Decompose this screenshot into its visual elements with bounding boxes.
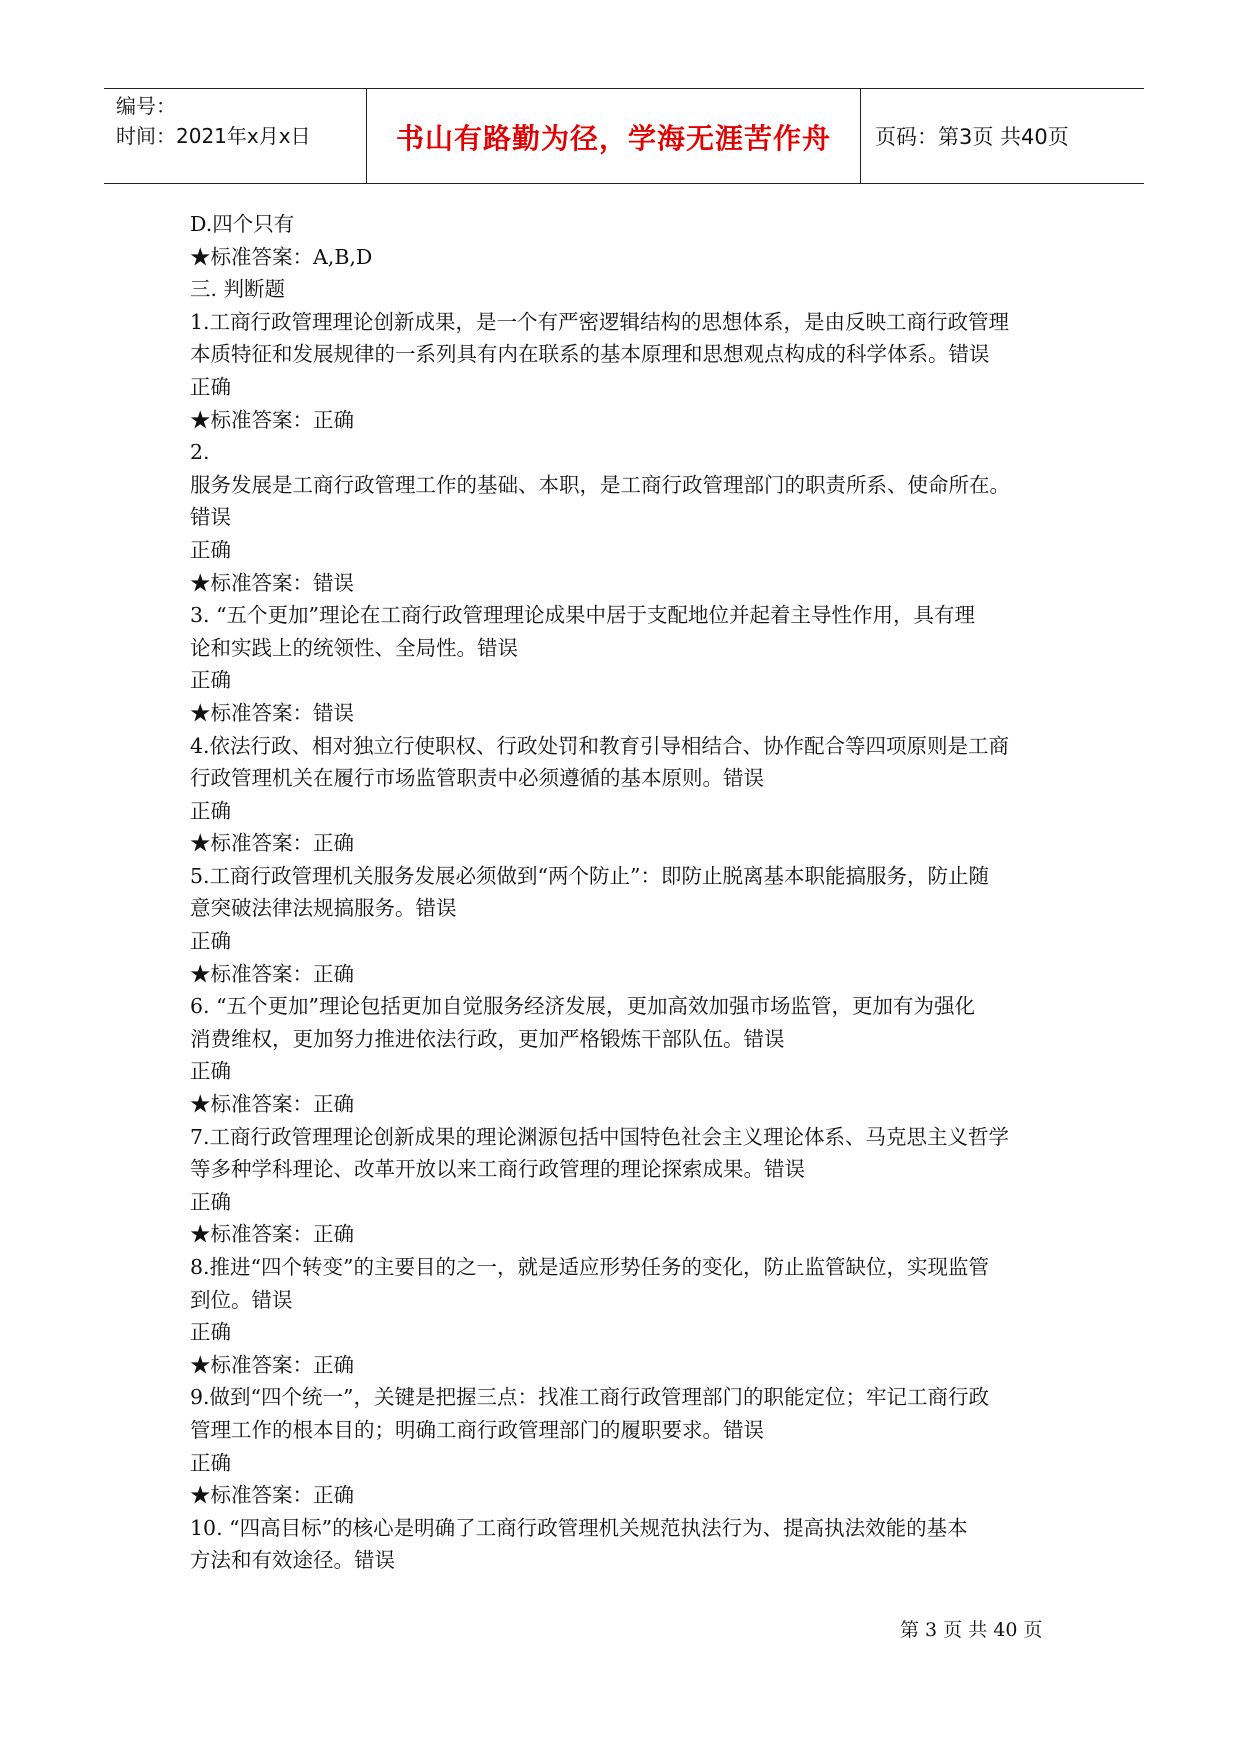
text-line: 错误 bbox=[190, 505, 231, 530]
text-line: 行政管理机关在履行市场监管职责中必须遵循的基本原则。错误 bbox=[190, 766, 764, 791]
header-motto-cell bbox=[367, 89, 861, 183]
text-line: 正确 bbox=[190, 1320, 231, 1345]
text-line: 10. “四高目标”的核心是明确了工商行政管理机关规范执法行为、提高执法效能的基本 bbox=[190, 1515, 968, 1540]
document-body bbox=[190, 208, 1070, 1577]
answer-line: ★标准答案：正确 bbox=[190, 831, 354, 856]
text-line: 正确 bbox=[190, 1450, 231, 1475]
page-footer: 第 3 页 共 40 页 bbox=[900, 1619, 1043, 1641]
number-label: 编号： bbox=[116, 94, 176, 118]
header-page-cell bbox=[861, 89, 1144, 183]
answer-line: ★标准答案：错误 bbox=[190, 700, 354, 725]
text-line: 正确 bbox=[190, 798, 231, 823]
text-line: D.四个只有 bbox=[190, 212, 295, 236]
text-line: 4.依法行政、相对独立行使职权、行政处罚和教育引导相结合、协作配合等四项原则是工商 bbox=[190, 733, 1010, 758]
text-line: 方法和有效途径。错误 bbox=[190, 1548, 395, 1573]
text-line: 9.做到“四个统一”，关键是把握三点：找准工商行政管理部门的职能定位；牢记工商行政 bbox=[190, 1385, 990, 1410]
answer-line: ★标准答案：正确 bbox=[190, 961, 354, 986]
text-line: 正确 bbox=[190, 1059, 231, 1084]
text-line: 到位。错误 bbox=[190, 1287, 293, 1312]
page-header bbox=[104, 88, 1144, 184]
text-line: 管理工作的根本目的；明确工商行政管理部门的履职要求。错误 bbox=[190, 1417, 764, 1442]
text-line: 7.工商行政管理理论创新成果的理论渊源包括中国特色社会主义理论体系、马克思主义哲学 bbox=[190, 1124, 1010, 1149]
text-line: 论和实践上的统领性、全局性。错误 bbox=[190, 635, 518, 660]
text-line: 正确 bbox=[190, 374, 231, 399]
text-line: 服务发展是工商行政管理工作的基础、本职，是工商行政管理部门的职责所系、使命所在。 bbox=[190, 472, 1010, 497]
text-line: 正确 bbox=[190, 929, 231, 954]
time-label: 时间：2021年x月x日 bbox=[116, 124, 311, 148]
motto-text: 书山有路勤为径，学海无涯苦作舟 bbox=[395, 122, 831, 155]
answer-line: ★标准答案：正确 bbox=[190, 1092, 354, 1117]
header-info-cell bbox=[104, 89, 367, 183]
answer-line: ★标准答案：正确 bbox=[190, 1352, 354, 1377]
text-line: 等多种学科理论、改革开放以来工商行政管理的理论探索成果。错误 bbox=[190, 1157, 805, 1182]
text-line: 正确 bbox=[190, 668, 231, 693]
text-line: 正确 bbox=[190, 537, 231, 562]
text-line: 消费维权，更加努力推进依法行政，更加严格锻炼干部队伍。错误 bbox=[190, 1026, 785, 1051]
answer-line: ★标准答案：错误 bbox=[190, 570, 354, 595]
text-line: 2. bbox=[190, 440, 210, 465]
text-line: 3. “五个更加”理论在工商行政管理理论成果中居于支配地位并起着主导性作用，具有理 bbox=[190, 603, 976, 628]
text-line: 意突破法律法规搞服务。错误 bbox=[190, 896, 457, 921]
answer-line: ★标准答案：正确 bbox=[190, 1483, 354, 1508]
text-line: 5.工商行政管理机关服务发展必须做到“两个防止”：即防止脱离基本职能搞服务，防止随 bbox=[190, 863, 990, 888]
text-line: 1.工商行政管理理论创新成果，是一个有严密逻辑结构的思想体系，是由反映工商行政管理 bbox=[190, 309, 1010, 334]
text-line: 三. 判断题 bbox=[190, 277, 286, 302]
text-line: 6. “五个更加”理论包括更加自觉服务经济发展，更加高效加强市场监管，更加有为强化 bbox=[190, 994, 976, 1019]
text-line: 8.推进“四个转变”的主要目的之一，就是适应形势任务的变化，防止监管缺位，实现监管 bbox=[190, 1255, 990, 1279]
text-line: 本质特征和发展规律的一系列具有内在联系的基本原理和思想观点构成的科学体系。错误 bbox=[190, 342, 990, 367]
answer-line: ★标准答案：正确 bbox=[190, 1222, 354, 1247]
answer-line: ★标准答案：A,B,D bbox=[190, 244, 373, 269]
page-code: 页码：第3页 共40页 bbox=[875, 125, 1069, 149]
answer-line: ★标准答案：正确 bbox=[190, 407, 354, 432]
text-line: 正确 bbox=[190, 1189, 231, 1214]
